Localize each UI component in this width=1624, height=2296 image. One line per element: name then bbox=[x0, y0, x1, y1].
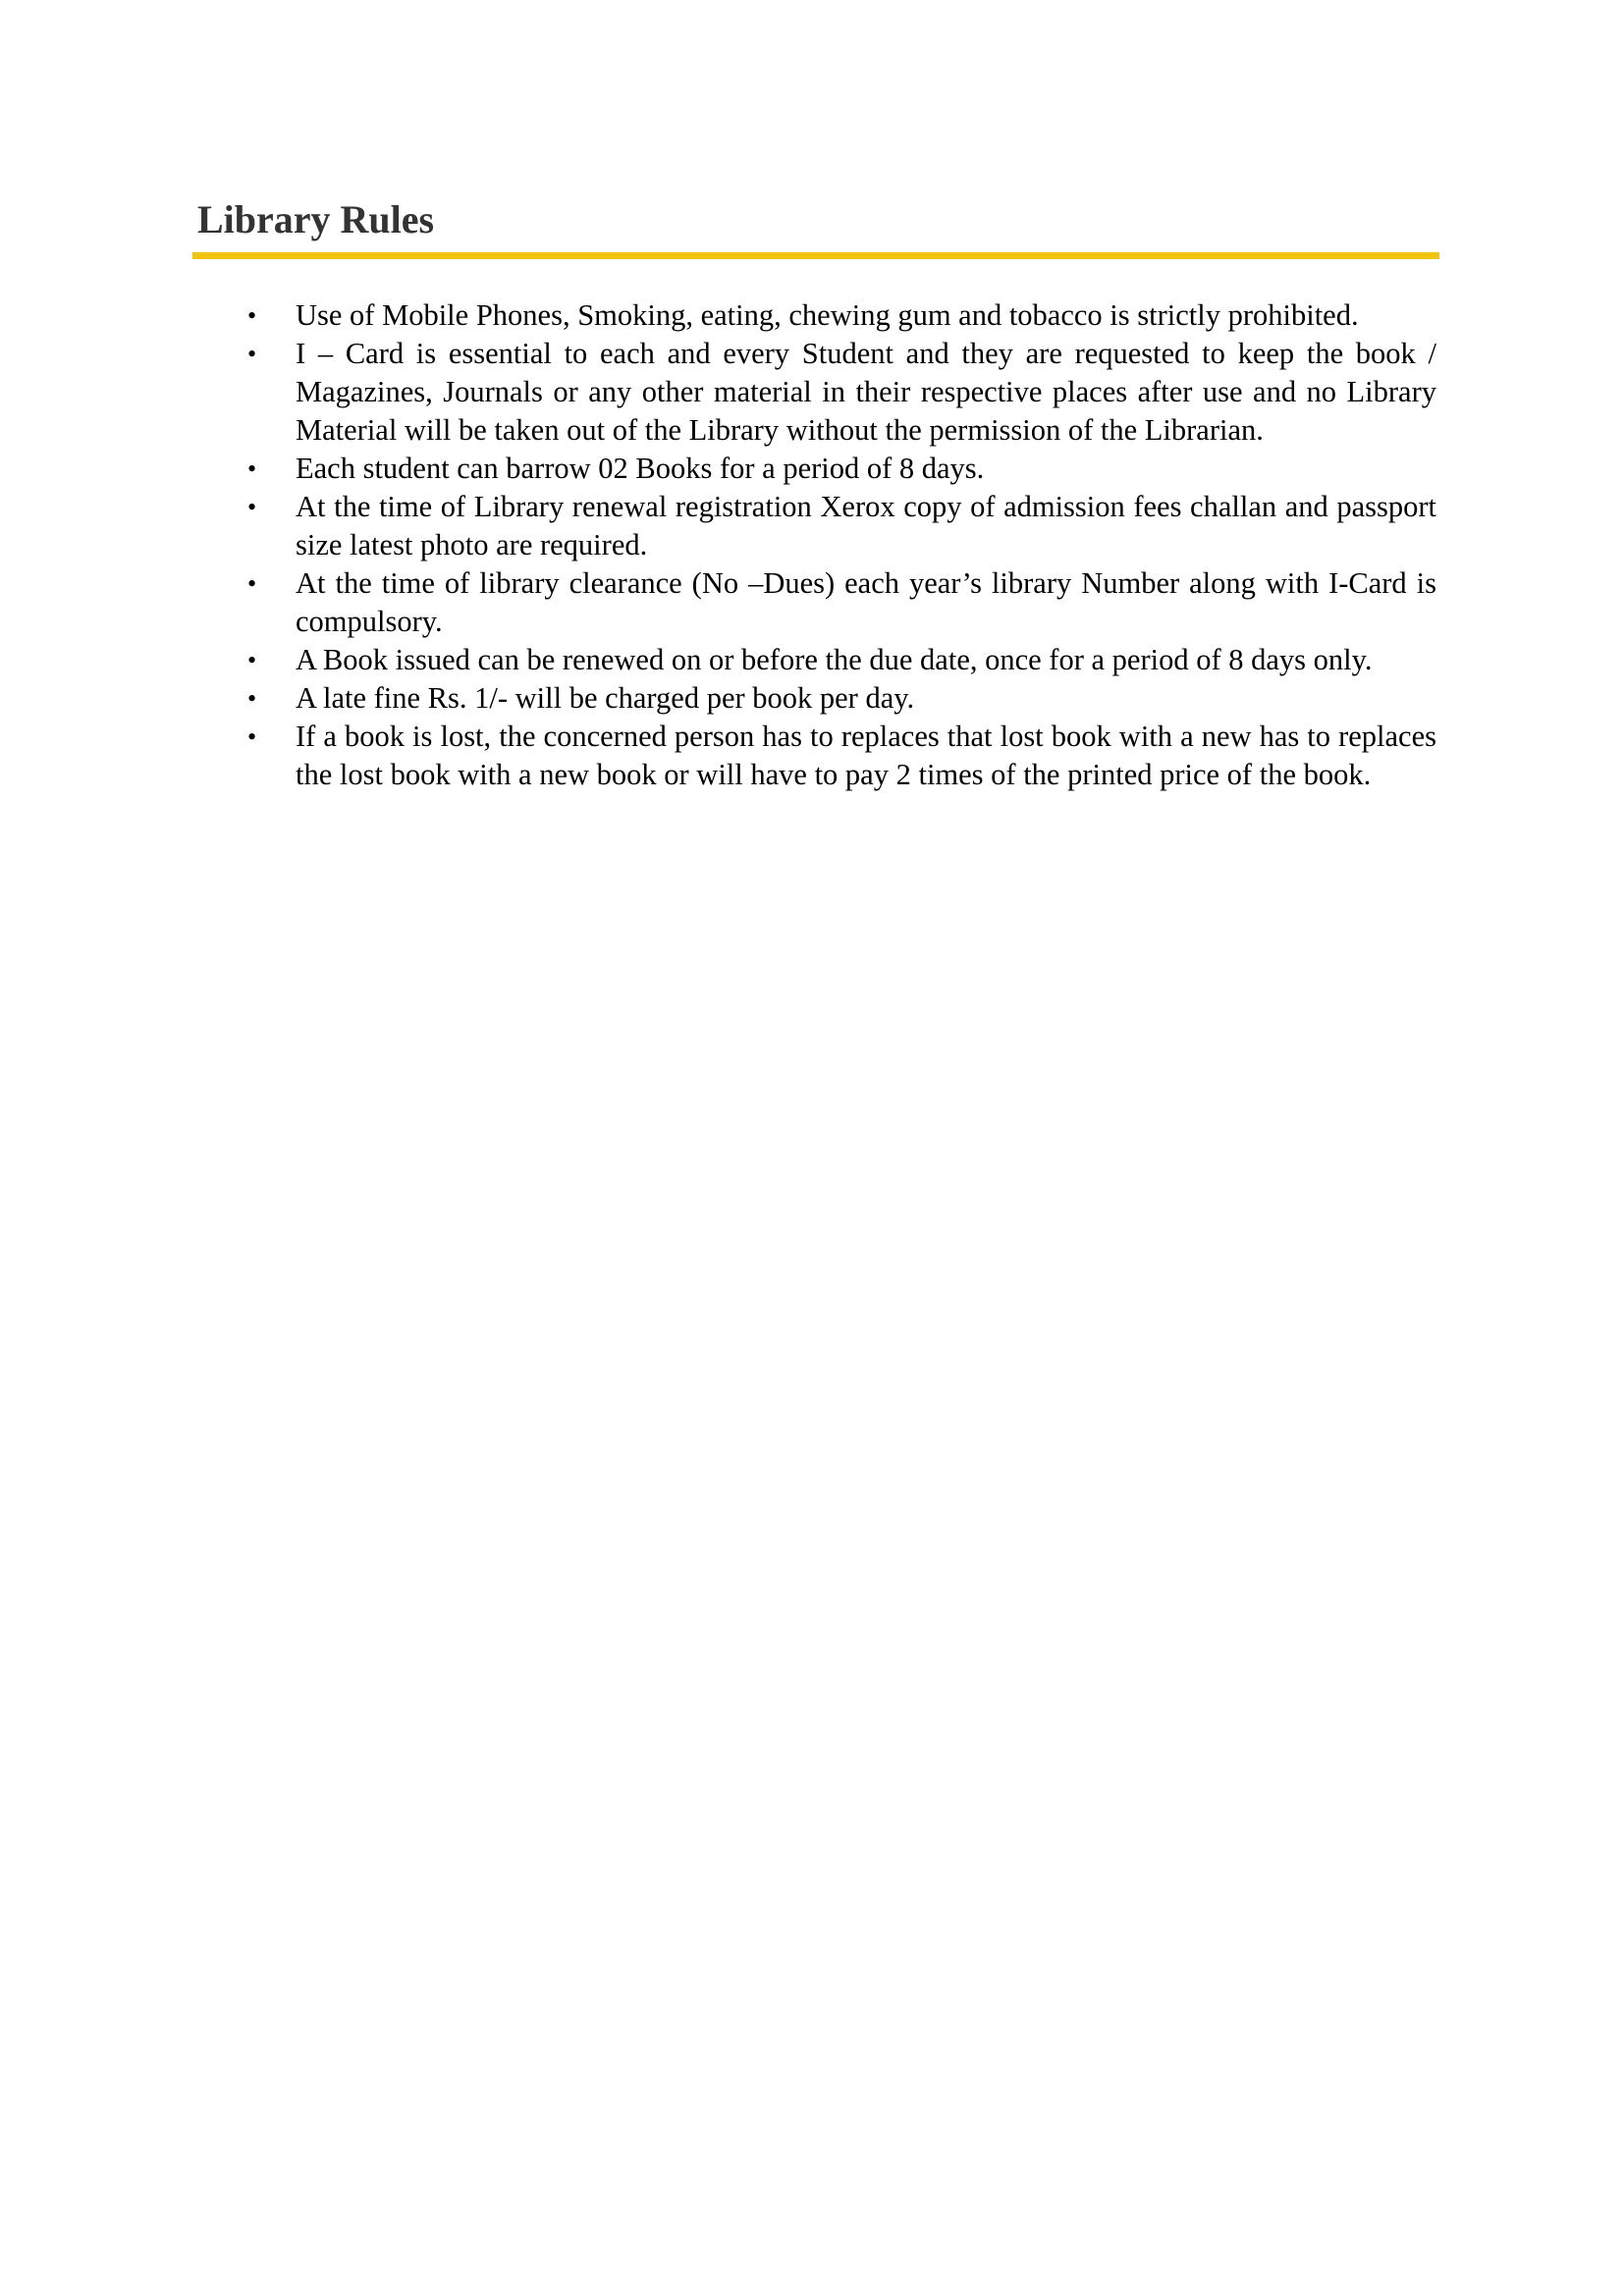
list-item bbox=[241, 450, 1436, 488]
bullet-icon: • bbox=[247, 722, 257, 751]
bullet-icon: • bbox=[247, 454, 257, 483]
list-item bbox=[241, 296, 1436, 335]
rules-list bbox=[241, 296, 1436, 794]
rule-text: If a book is lost, the concerned person has to replaces that lost book with a new has to replaces the lost book with a new book or will have to pay 2 times of the printed price of the book. bbox=[296, 720, 1436, 791]
rule-text: Each student can barrow 02 Books for a period of 8 days. bbox=[296, 452, 985, 485]
list-item bbox=[241, 488, 1436, 564]
list-item bbox=[241, 335, 1436, 450]
rule-text: A Book issued can be renewed on or before the due date, once for a period of 8 days only. bbox=[296, 643, 1373, 676]
bullet-icon: • bbox=[247, 646, 257, 674]
rule-text: At the time of library clearance (No –Dues) each year’s library Number along with I-Card is compulsory. bbox=[296, 566, 1436, 638]
bullet-icon: • bbox=[247, 684, 257, 713]
title-underline bbox=[192, 252, 1439, 259]
bullet-icon: • bbox=[247, 493, 257, 521]
bullet-icon: • bbox=[247, 301, 257, 330]
rule-text: At the time of Library renewal registration Xerox copy of admission fees challan and passport size latest photo are required. bbox=[296, 490, 1436, 561]
bullet-icon: • bbox=[247, 569, 257, 598]
page-title: Library Rules bbox=[197, 197, 435, 241]
rule-text: A late fine Rs. 1/- will be charged per book per day. bbox=[296, 681, 915, 715]
bullet-icon: • bbox=[247, 340, 257, 368]
list-item bbox=[241, 679, 1436, 718]
list-item bbox=[241, 641, 1436, 679]
rule-text: I – Card is essential to each and every Student and they are requested to keep the book / Magazines, Journals or any other material in their respective places after use and no Library Material will be taken out of the Library without the permission of the Librarian. bbox=[296, 337, 1436, 447]
list-item bbox=[241, 564, 1436, 641]
rule-text: Use of Mobile Phones, Smoking, eating, chewing gum and tobacco is strictly prohibited. bbox=[296, 298, 1359, 332]
list-item bbox=[241, 718, 1436, 794]
